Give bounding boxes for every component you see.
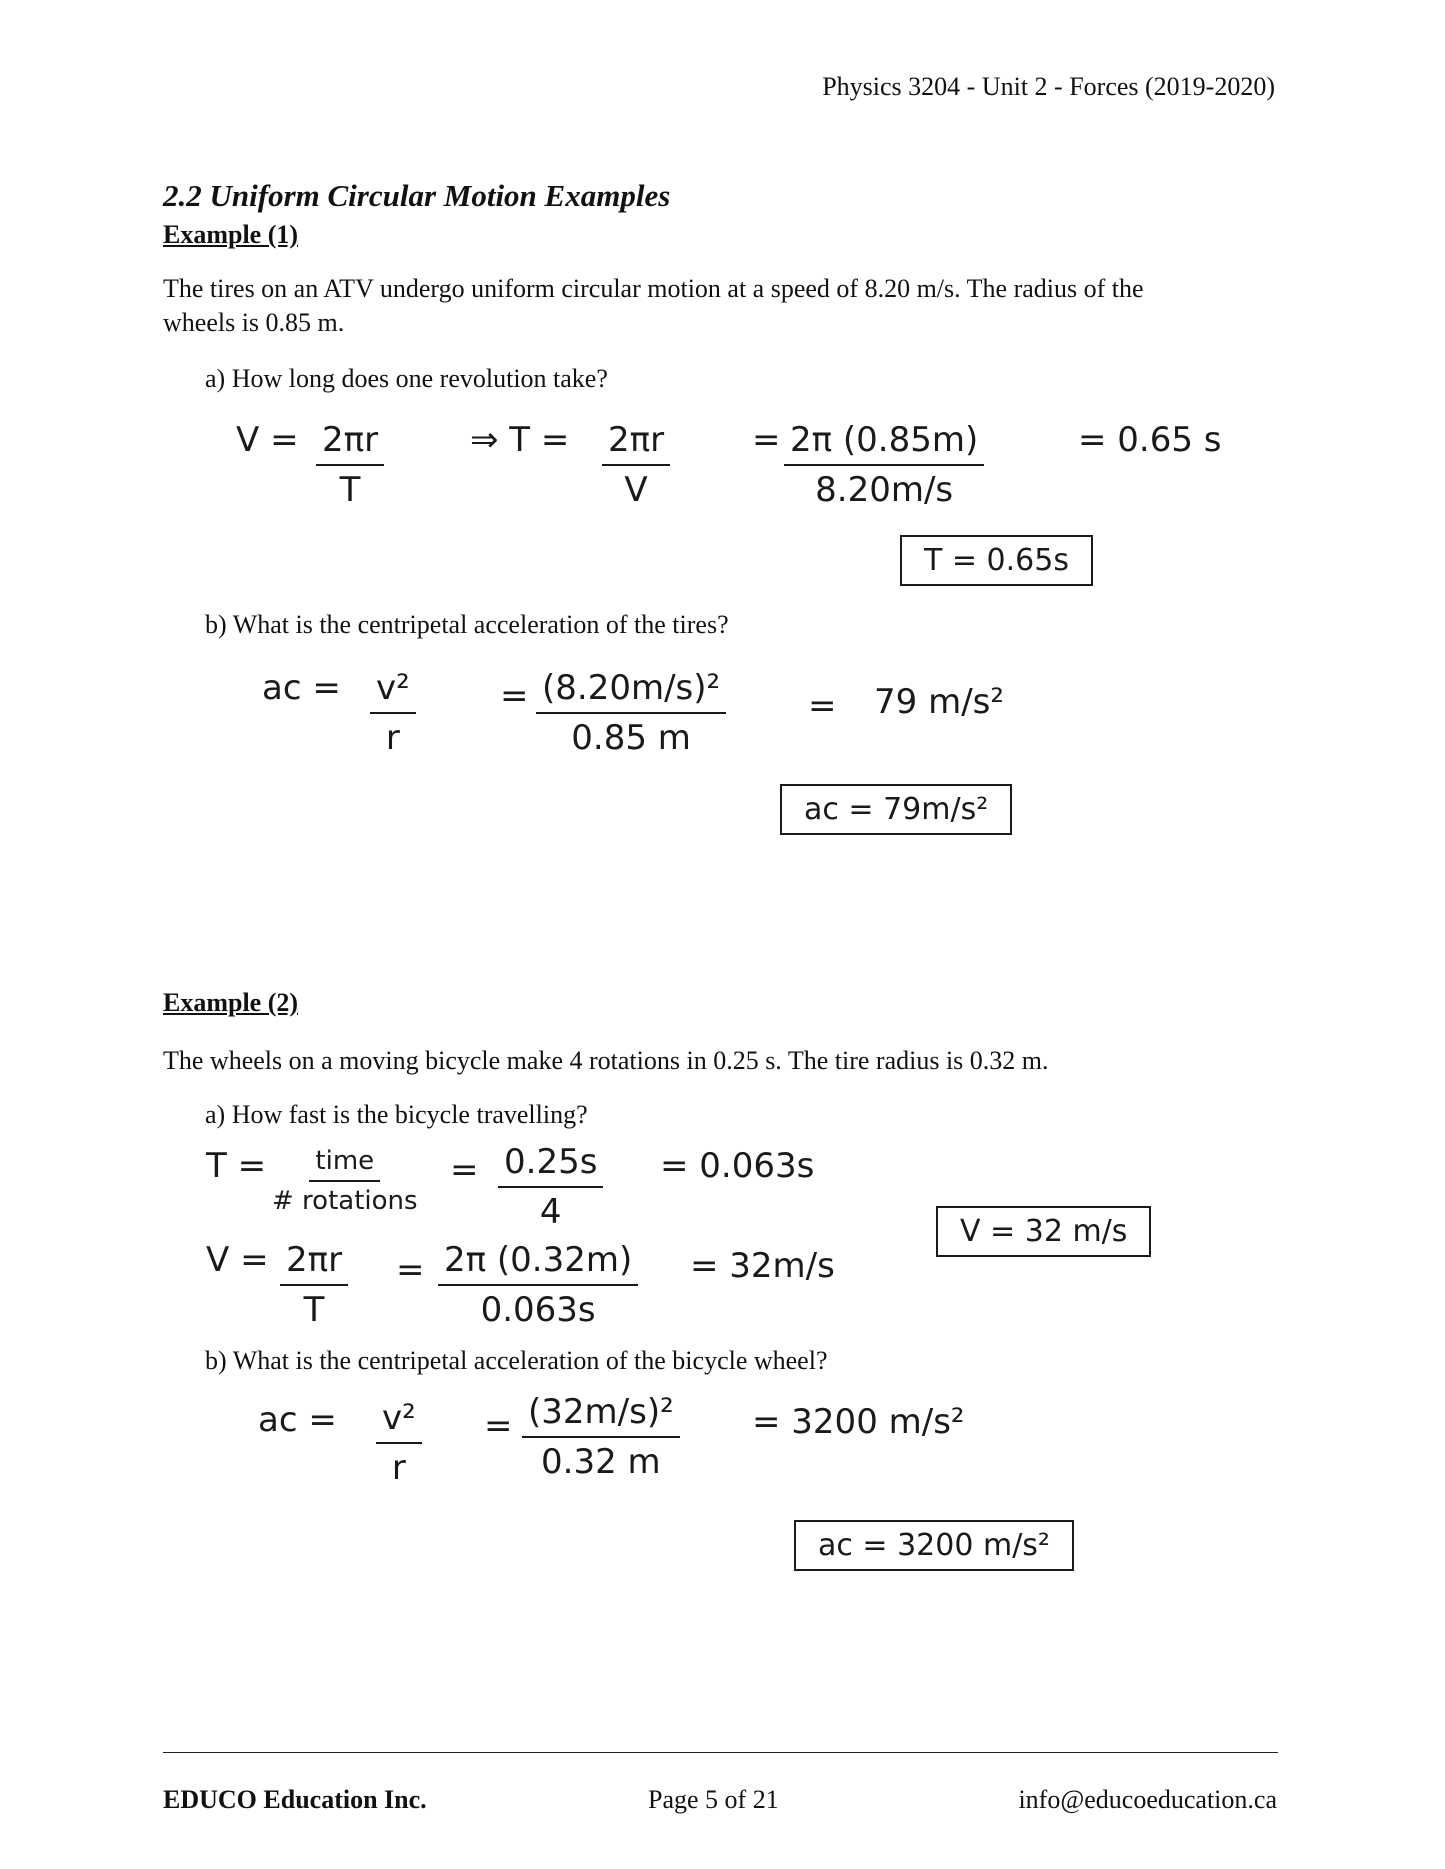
ex1a-result: = 0.65 s — [1078, 420, 1222, 460]
ex1a-fraction-3 — [784, 420, 984, 510]
footer-page-number: Page 5 of 21 — [648, 1785, 779, 1814]
ex2a-t-result: = 0.063s — [660, 1146, 815, 1186]
example-2-question-b: b) What is the centripetal acceleration of the bicycle wheel? — [205, 1346, 828, 1375]
ex1a-equals-1: = — [752, 420, 781, 460]
ex1a-fraction-1-num: 2πr — [316, 420, 384, 466]
ex2a-t-fraction-2-den: 4 — [539, 1192, 562, 1232]
ex2b-fraction-2-num: (32m/s)² — [522, 1392, 680, 1438]
ex1b-fraction-1-den: r — [385, 718, 400, 758]
ex2a-v-fraction-1-den: T — [303, 1290, 325, 1330]
ex1b-fraction-1 — [370, 668, 416, 758]
ex1a-fraction-3-num: 2π (0.85m) — [784, 420, 984, 466]
ex2a-t-fraction-2 — [498, 1142, 603, 1232]
ex1a-v-lhs: V = — [236, 420, 299, 460]
ex2b-lhs: ac = — [258, 1400, 337, 1440]
example-1-problem-line-1: The tires on an ATV undergo uniform circular motion at a speed of 8.20 m/s. The radius of the — [163, 274, 1144, 303]
ex1a-fraction-3-den: 8.20m/s — [815, 470, 954, 510]
ex1b-answer-box: ac = 79m/s² — [780, 784, 1012, 835]
ex2a-t-fraction-1-den: # rotations — [272, 1186, 418, 1216]
ex2b-fraction-2 — [522, 1392, 680, 1482]
example-2-title: Example (2) — [163, 988, 299, 1017]
ex2b-result: = 3200 m/s² — [752, 1402, 965, 1442]
section-title: 2.2 Uniform Circular Motion Examples — [163, 178, 671, 213]
ex1b-fraction-2-den: 0.85 m — [571, 718, 691, 758]
ex1a-fraction-2 — [602, 420, 670, 510]
example-1-question-a: a) How long does one revolution take? — [205, 364, 608, 393]
example-1-title: Example (1) — [163, 220, 299, 249]
ex1a-arrow: ⇒ T = — [470, 420, 570, 460]
ex2a-v-result: = 32m/s — [690, 1246, 835, 1286]
ex2a-v-fraction-2 — [438, 1240, 638, 1330]
footer-company: EDUCO Education Inc. — [163, 1785, 427, 1814]
ex1b-fraction-1-num: v² — [370, 668, 416, 714]
ex2b-fraction-2-den: 0.32 m — [541, 1442, 661, 1482]
ex2b-fraction-1-num: v² — [376, 1398, 422, 1444]
ex1b-equals-2: = — [808, 686, 837, 726]
ex2a-v-fraction-1-num: 2πr — [280, 1240, 348, 1286]
ex1a-fraction-2-den: V — [624, 470, 648, 510]
ex1b-fraction-2-num: (8.20m/s)² — [536, 668, 726, 714]
ex1b-equals-1: = — [500, 676, 529, 716]
ex1b-result: 79 m/s² — [874, 682, 1004, 722]
ex2a-t-fraction-2-num: 0.25s — [498, 1142, 603, 1188]
ex1a-fraction-1 — [316, 420, 384, 510]
ex1b-lhs: ac = — [262, 668, 341, 708]
footer-email: info@educoeducation.ca — [1018, 1785, 1277, 1814]
ex2b-fraction-1-den: r — [391, 1448, 406, 1488]
ex2a-v-fraction-2-num: 2π (0.32m) — [438, 1240, 638, 1286]
ex2b-equals-1: = — [484, 1406, 513, 1446]
ex1b-fraction-2 — [536, 668, 726, 758]
ex2a-t-fraction-1-num: time — [309, 1146, 380, 1182]
ex2a-v-fraction-1 — [280, 1240, 348, 1330]
footer-divider — [163, 1752, 1278, 1753]
example-1-problem-line-2: wheels is 0.85 m. — [163, 308, 345, 337]
example-2-question-a: a) How fast is the bicycle travelling? — [205, 1100, 588, 1129]
ex2b-answer-box: ac = 3200 m/s² — [794, 1520, 1074, 1571]
example-2-problem: The wheels on a moving bicycle make 4 rotations in 0.25 s. The tire radius is 0.32 m. — [163, 1046, 1049, 1075]
page-header: Physics 3204 - Unit 2 - Forces (2019-2020) — [822, 72, 1275, 101]
ex1a-fraction-2-num: 2πr — [602, 420, 670, 466]
ex2a-v-equals-1: = — [396, 1250, 425, 1290]
ex1a-fraction-1-den: T — [339, 470, 361, 510]
ex2a-t-fraction-1 — [272, 1146, 418, 1216]
example-1-question-b: b) What is the centripetal acceleration of the tires? — [205, 610, 729, 639]
ex1a-answer-box: T = 0.65s — [900, 535, 1093, 586]
ex2a-answer-box: V = 32 m/s — [936, 1206, 1151, 1257]
ex2a-t-lhs: T = — [206, 1146, 267, 1186]
ex2b-fraction-1 — [376, 1398, 422, 1488]
ex2a-t-equals-1: = — [450, 1150, 479, 1190]
ex2a-v-fraction-2-den: 0.063s — [480, 1290, 596, 1330]
ex2a-v-lhs: V = — [206, 1240, 269, 1280]
